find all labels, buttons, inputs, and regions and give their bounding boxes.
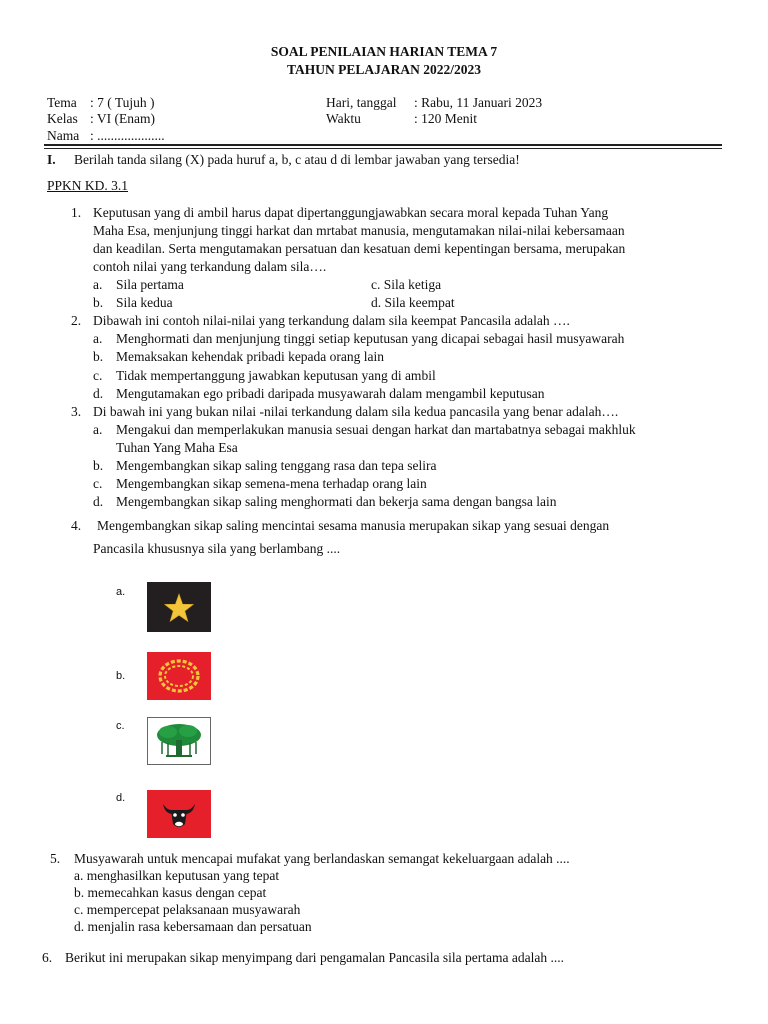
q3-option-d: Mengembangkan sikap saling menghormati dan bekerja sama dengan bangsa lain	[116, 494, 557, 509]
q6-number: 6.	[42, 950, 53, 965]
q3-text: Di bawah ini yang bukan nilai -nilai terkandung dalam sila kedua pancasila yang benar adalah….	[93, 404, 619, 419]
q5-number: 5.	[50, 851, 61, 866]
exam-title: SOAL PENILAIAN HARIAN TEMA 7	[270, 44, 498, 59]
q5-text: Musyawarah untuk mencapai mufakat yang berlandaskan semangat kekeluargaan adalah ....	[74, 851, 570, 866]
q1-option-c: c. Sila ketiga	[371, 277, 442, 292]
q3-option-a-line-2: Tuhan Yang Maha Esa	[116, 440, 238, 455]
q1-option-b-letter: b.	[93, 295, 104, 310]
q4-option-c-letter: c.	[116, 720, 125, 732]
q5-option-d: d. menjalin rasa kebersamaan dan persatuan	[74, 919, 312, 934]
q2-option-b-letter: b.	[93, 349, 104, 364]
q5-option-b: b. memecahkan kasus dengan cepat	[74, 885, 267, 900]
hari-value: : Rabu, 11 Januari 2023	[414, 95, 543, 110]
kelas-value: : VI (Enam)	[90, 111, 155, 126]
q4-line-1: Mengembangkan sikap saling mencintai sesama manusia merupakan sikap yang sesuai dengan	[97, 518, 610, 533]
waktu-value: : 120 Menit	[414, 111, 477, 126]
q4-number: 4.	[71, 518, 82, 533]
q4-option-d-letter: d.	[116, 792, 126, 804]
q2-option-d: Mengutamakan ego pribadi daripada musyawarah dalam mengambil keputusan	[116, 386, 545, 401]
q5-option-c: c. mempercepat pelaksanaan musyawarah	[74, 902, 301, 917]
q3-option-b-letter: b.	[93, 458, 104, 473]
waktu-label: Waktu	[326, 111, 361, 126]
q3-option-c: Mengembangkan sikap semena-mena terhadap orang lain	[116, 476, 427, 491]
q3-option-a-line-1: Mengakui dan memperlakukan manusia sesuai dengan harkat dan martabatnya sebagai makhluk	[116, 422, 636, 437]
header-divider-thin	[44, 148, 722, 149]
academic-year: TAHUN PELAJARAN 2022/2023	[286, 62, 481, 77]
q6-text: Berikut ini merupakan sikap menyimpang dari pengamalan Pancasila sila pertama adalah ....	[65, 950, 564, 965]
q5-option-a: a. menghasilkan keputusan yang tepat	[74, 868, 280, 883]
section-number: I.	[47, 152, 56, 167]
q3-option-a-letter: a.	[93, 422, 103, 437]
q2-option-b: Memaksakan kehendak pribadi kepada orang lain	[116, 349, 385, 364]
q1-option-a: Sila pertama	[116, 277, 184, 292]
kelas-label: Kelas	[47, 111, 78, 126]
q2-option-d-letter: d.	[93, 386, 104, 401]
q3-option-d-letter: d.	[93, 494, 104, 509]
bull-head-emblem-icon	[147, 790, 211, 838]
q2-option-a-letter: a.	[93, 331, 103, 346]
q1-option-b: Sila kedua	[116, 295, 173, 310]
q2-option-a: Menghormati dan menjunjung tinggi setiap keputusan yang dicapai sebagai hasil musyawarah	[116, 331, 625, 346]
q4-option-a-letter: a.	[116, 586, 126, 598]
header-divider	[44, 144, 722, 146]
chain-emblem-icon	[147, 652, 211, 700]
nama-value: : ....................	[90, 128, 165, 143]
q1-line-1: Keputusan yang di ambil harus dapat dipertanggungjawabkan secara moral kepada Tuhan Yang	[93, 205, 609, 220]
q1-line-3: dan keadilan. Serta mengutamakan persatuan dan kesatuan demi kepentingan bersama, merupakan	[93, 241, 626, 256]
q1-line-4: contoh nilai yang terkandung dalam sila….	[93, 259, 327, 274]
section-instruction: Berilah tanda silang (X) pada huruf a, b, c atau d di lembar jawaban yang tersedia!	[74, 152, 520, 167]
q1-option-a-letter: a.	[93, 277, 103, 292]
q3-number: 3.	[71, 404, 82, 419]
q2-option-c-letter: c.	[93, 368, 103, 383]
q3-option-b: Mengembangkan sikap saling tenggang rasa dan tepa selira	[116, 458, 437, 473]
q2-number: 2.	[71, 313, 82, 328]
banyan-tree-emblem-icon	[147, 717, 211, 765]
q2-text: Dibawah ini contoh nilai-nilai yang terkandung dalam sila keempat Pancasila adalah ….	[93, 313, 570, 328]
q4-option-b-letter: b.	[116, 670, 126, 682]
subject-heading: PPKN KD. 3.1	[47, 178, 129, 193]
q2-option-c: Tidak mempertanggung jawabkan keputusan yang di ambil	[116, 368, 436, 383]
star-emblem-icon	[147, 582, 211, 632]
q1-line-2: Maha Esa, menjunjung tinggi harkat dan mrtabat manusia, mengutamakan nilai-nilai kebersamaan	[93, 223, 625, 238]
q4-line-2: Pancasila khususnya sila yang berlambang ....	[93, 541, 341, 556]
nama-label: Nama	[47, 128, 80, 143]
tema-value: : 7 ( Tujuh )	[90, 95, 155, 110]
q3-option-c-letter: c.	[93, 476, 103, 491]
tema-label: Tema	[47, 95, 77, 110]
q1-number: 1.	[71, 205, 82, 220]
hari-label: Hari, tanggal	[326, 95, 397, 110]
q1-option-d: d. Sila keempat	[371, 295, 455, 310]
